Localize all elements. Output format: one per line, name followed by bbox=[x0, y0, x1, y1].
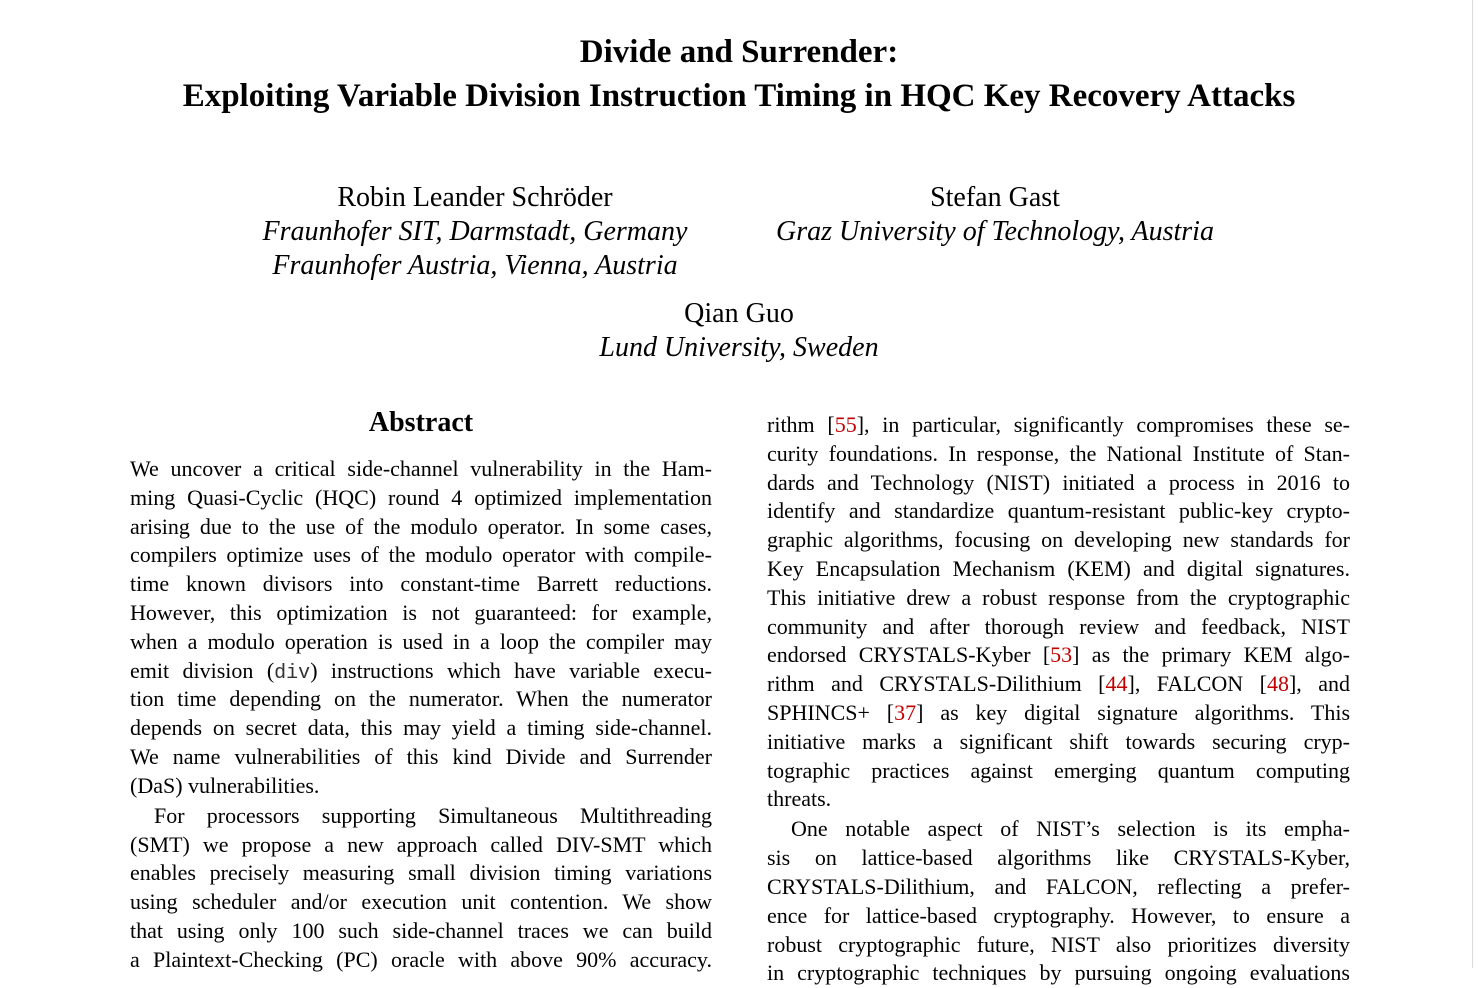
introduction-column bbox=[767, 411, 1350, 988]
text-line: tographic practices against emerging quantum computing bbox=[767, 757, 1350, 783]
intro-paragraph-2 bbox=[767, 815, 1350, 988]
text-fragment: ] as key digital signature algorithms. This bbox=[916, 699, 1351, 725]
abstract-paragraph-2 bbox=[130, 802, 712, 975]
text-line: ence for lattice-based cryptography. However, to ensure a bbox=[767, 902, 1350, 928]
title-line-2: Exploiting Variable Division Instruction Timing in HQC Key Recovery Attacks bbox=[182, 78, 1296, 114]
text-line bbox=[767, 411, 1350, 440]
page-edge-rule bbox=[1472, 0, 1473, 968]
abstract-heading: Abstract bbox=[368, 407, 474, 438]
author-name: Stefan Gast bbox=[930, 182, 1060, 213]
author-block-schroder bbox=[255, 181, 695, 283]
text-line: enables precisely measuring small division timing variations bbox=[130, 860, 712, 886]
text-line: time known divisors into constant-time Barrett reductions. bbox=[130, 571, 712, 597]
text-line: identify and standardize quantum-resistant public-key crypto- bbox=[767, 498, 1350, 524]
text-line: This initiative drew a robust response from the cryptographic bbox=[767, 584, 1350, 610]
code-div: div bbox=[274, 661, 311, 685]
citation-link[interactable]: 37 bbox=[894, 699, 917, 725]
text-line: (SMT) we propose a new approach called DIV-SMT which bbox=[130, 831, 712, 857]
author-block-guo bbox=[539, 297, 939, 365]
text-line bbox=[767, 699, 1350, 728]
author-block-gast bbox=[765, 181, 1225, 249]
text-line: in cryptographic techniques by pursuing ongoing evaluations bbox=[767, 960, 1350, 986]
text-line: We name vulnerabilities of this kind Divide and Surrender bbox=[130, 743, 712, 769]
text-fragment: SPHINCS+ [ bbox=[767, 699, 895, 725]
intro-paragraph-1 bbox=[767, 411, 1350, 814]
text-line: sis on lattice-based algorithms like CRYSTALS-Kyber, bbox=[767, 845, 1350, 871]
text-fragment: ] as the primary KEM algo- bbox=[1072, 642, 1350, 668]
citation-link[interactable]: 48 bbox=[1266, 671, 1289, 697]
author-name: Qian Guo bbox=[684, 298, 794, 329]
text-line: graphic algorithms, focusing on developing new standards for bbox=[767, 527, 1350, 553]
text-line bbox=[130, 657, 712, 686]
text-line: when a modulo operation is used in a loop the compiler may bbox=[130, 628, 712, 654]
text-line: One notable aspect of NIST’s selection is its empha- bbox=[791, 816, 1350, 842]
author-name: Robin Leander Schröder bbox=[337, 182, 613, 213]
text-line: initiative marks a significant shift towards securing cryp- bbox=[767, 728, 1350, 754]
text-line: robust cryptographic future, NIST also prioritizes diversity bbox=[767, 931, 1350, 957]
text-line: For processors supporting Simultaneous Multithreading bbox=[154, 802, 712, 828]
title-line-1: Divide and Surrender: bbox=[579, 34, 899, 70]
text-line: curity foundations. In response, the National Institute of Stan- bbox=[767, 440, 1350, 466]
text-line bbox=[767, 670, 1350, 699]
text-line: threats. bbox=[767, 786, 832, 812]
abstract-column bbox=[130, 455, 712, 975]
text-line: community and after thorough review and feedback, NIST bbox=[767, 613, 1350, 639]
text-line: compilers optimize uses of the modulo operator with compile- bbox=[130, 542, 712, 568]
text-fragment: ], in particular, significantly compromises these se- bbox=[856, 412, 1350, 437]
text-line: However, this optimization is not guaranteed: for example, bbox=[130, 599, 712, 625]
text-line: tion time depending on the numerator. When the numerator bbox=[130, 686, 712, 712]
text-line: ming Quasi-Cyclic (HQC) round 4 optimized implementation bbox=[130, 484, 712, 510]
text-line: depends on secret data, this may yield a timing side-channel. bbox=[130, 715, 712, 741]
paper-title bbox=[0, 30, 1478, 118]
text-line: a Plaintext-Checking (PC) oracle with above 90% accuracy. bbox=[130, 946, 712, 972]
citation-link[interactable]: 55 bbox=[834, 412, 857, 437]
text-line: CRYSTALS-Dilithium, and FALCON, reflecting a prefer- bbox=[767, 873, 1350, 899]
text-fragment: ], FALCON [ bbox=[1127, 671, 1267, 697]
citation-link[interactable]: 44 bbox=[1105, 671, 1128, 697]
author-affiliation: Fraunhofer Austria, Vienna, Austria bbox=[272, 250, 678, 281]
text-fragment: endorsed CRYSTALS-Kyber [ bbox=[767, 642, 1051, 668]
text-fragment: ], and bbox=[1288, 671, 1351, 697]
abstract-paragraph-1 bbox=[130, 455, 712, 801]
text-fragment: rithm and CRYSTALS-Dilithium [ bbox=[767, 671, 1106, 697]
author-affiliation: Fraunhofer SIT, Darmstadt, Germany bbox=[262, 216, 688, 247]
author-affiliation: Lund University, Sweden bbox=[599, 332, 879, 363]
text-line: arising due to the use of the modulo operator. In some cases, bbox=[130, 513, 712, 539]
author-affiliation: Graz University of Technology, Austria bbox=[776, 216, 1214, 247]
text-fragment: rithm [ bbox=[767, 412, 835, 437]
text-line: dards and Technology (NIST) initiated a process in 2016 to bbox=[767, 469, 1350, 495]
text-fragment: emit division ( bbox=[130, 657, 275, 683]
text-line: We uncover a critical side-channel vulnerability in the Ham- bbox=[130, 456, 712, 481]
text-line: (DaS) vulnerabilities. bbox=[130, 772, 320, 798]
text-line: using scheduler and/or execution unit contention. We show bbox=[130, 889, 712, 915]
text-fragment: ) instructions which have variable execu- bbox=[310, 657, 713, 683]
citation-link[interactable]: 53 bbox=[1050, 642, 1073, 668]
text-line bbox=[767, 641, 1350, 670]
text-line: that using only 100 such side-channel traces we can build bbox=[130, 917, 712, 943]
text-line: Key Encapsulation Mechanism (KEM) and digital signatures. bbox=[767, 555, 1350, 581]
